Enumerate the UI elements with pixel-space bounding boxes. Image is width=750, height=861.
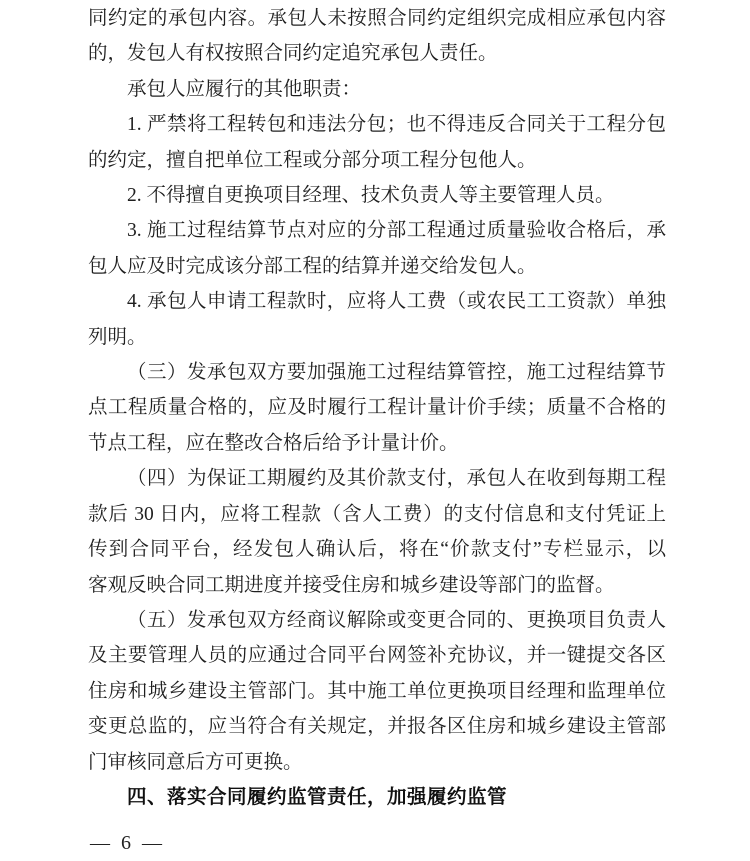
text-line: 变更总监的，应当符合有关规定，并报各区住房和城乡建设主管部 <box>88 716 666 738</box>
page-number: — 6 — <box>90 832 165 854</box>
text-line: 同约定的承包内容。承包人未按照合同约定组织完成相应承包内容 <box>88 8 666 29</box>
text-line: 的，发包人有权按照合同约定追究承包人责任。 <box>88 43 498 65</box>
text-line: 传到合同平台，经发包人确认后，将在“价款支付”专栏显示，以 <box>88 539 666 561</box>
text-line: 包人应及时完成该分部工程的结算并递交给发包人。 <box>88 255 537 277</box>
text-line: 承包人应履行的其他职责： <box>127 78 362 100</box>
text-line: 1. 严禁将工程转包和违法分包；也不得违反合同关于工程分包 <box>127 114 666 136</box>
text-line: 节点工程，应在整改合格后给予计量计价。 <box>88 432 459 454</box>
document-body <box>88 1 666 815</box>
text-line: （四）为保证工期履约及其价款支付，承包人在收到每期工程 <box>127 468 666 490</box>
text-line: 列明。 <box>88 326 147 348</box>
text-line: 门审核同意后方可更换。 <box>88 751 303 773</box>
text-line: 客观反映合同工期进度并接受住房和城乡建设等部门的监督。 <box>88 574 615 596</box>
text-line: 4. 承包人申请工程款时，应将人工费（或农民工工资款）单独 <box>127 291 666 313</box>
text-line: 2. 不得擅自更换项目经理、技术负责人等主要管理人员。 <box>127 185 615 207</box>
text-line: 住房和城乡建设主管部门。其中施工单位更换项目经理和监理单位 <box>88 680 666 702</box>
text-line: 及主要管理人员的应通过合同平台网签补充协议，并一键提交各区 <box>88 645 666 667</box>
text-line: （三）发承包双方要加强施工过程结算管控，施工过程结算节 <box>127 362 666 384</box>
text-line: （五）发承包双方经商议解除或变更合同的、更换项目负责人 <box>127 609 666 631</box>
text-line: 的约定，擅自把单位工程或分部分项工程分包他人。 <box>88 149 537 171</box>
text-line: 3. 施工过程结算节点对应的分部工程通过质量验收合格后，承 <box>127 220 666 242</box>
section-heading: 四、落实合同履约监管责任，加强履约监管 <box>127 785 508 808</box>
text-line: 款后 30 日内，应将工程款（含人工费）的支付信息和支付凭证上 <box>88 503 666 525</box>
text-line: 点工程质量合格的，应及时履行工程计量计价手续；质量不合格的 <box>88 397 666 419</box>
